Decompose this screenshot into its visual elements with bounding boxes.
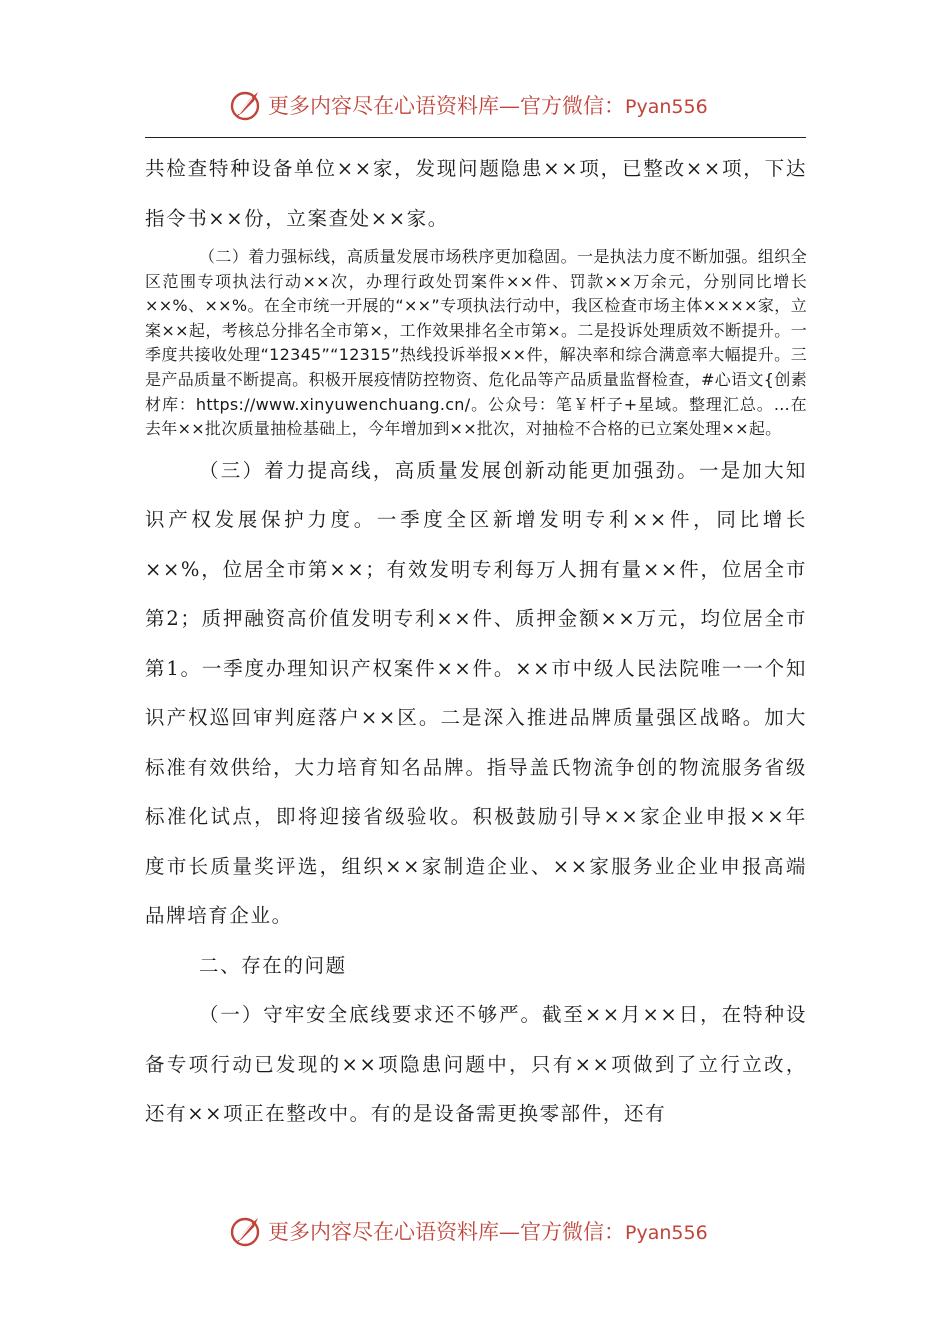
document-body xyxy=(145,144,807,1139)
heading-existing-problems: 二、存在的问题 xyxy=(199,953,347,977)
header-banner-cn: 更多内容尽在心语资料库—官方微信： xyxy=(268,94,625,118)
header-banner xyxy=(228,83,708,127)
footer-banner-id: Pyan556 xyxy=(625,1222,708,1244)
paragraph-continuation: 共检查特种设备单位××家，发现问题隐患××项，已整改××项，下达指令书××份，立案查处××家。 xyxy=(145,157,807,230)
quill-logo-icon xyxy=(228,87,264,123)
quill-logo-icon xyxy=(228,1213,264,1249)
paragraph-section-three: （三）着力提高线，高质量发展创新动能更加强劲。一是加大知识产权发展保护力度。一季度全区新增发明专利××件，同比增长××%，位居全市第××；有效发明专利每万人拥有量××件，位居全市第2；质押融资高价值发明专利××件、质押金额××万元，均位居全市第1。一季度办理知识产权案件××件。××市中级人民法院唯一一个知识产权巡回审判庭落户××区。二是深入推进品牌质量强区战略。加大标准有效供给，大力培育知名品牌。指导盖氏物流争创的物流服务省级标准化试点，即将迎接省级验收。积极鼓励引导××家企业申报××年度市长质量奖评选，组织××家制造企业、××家服务业企业申报高端品牌培育企业。 xyxy=(145,458,807,928)
footer-banner xyxy=(228,1209,708,1253)
paragraph-section-two: （二）着力强标线，高质量发展市场秩序更加稳固。一是执法力度不断加强。组织全区范围专项执法行动××次，办理行政处罚案件××件、罚款××万余元，分别同比增长××%、××%。在全市统一开展的“××”专项执法行动中，我区检查市场主体××××家，立案××起，考核总分排名全市第×，工作效果排名全市第×。二是投诉处理质效不断提升。一季度共接收处理“12345”“12315”热线投诉举报××件，解决率和综合满意率大幅提升。三是产品质量不断提高。积极开展疫情防控物资、危化品等产品质量监督检查，#心语文{创素材库：https://www.xinyuwenchuang.cn/。公众号：笔￥杆子+星域。整理汇总。…在去年××批次质量抽检基础上，今年增加到××批次，对抽检不合格的已立案处理××起。 xyxy=(145,247,807,439)
header-banner-text xyxy=(268,90,708,120)
paragraph-problem-one: （一）守牢安全底线要求还不够严。截至××月××日，在特种设备专项行动已发现的××项隐患问题中，只有××项做到了立行立改，还有××项正在整改中。有的是设备需更换零部件，还有 xyxy=(145,1003,807,1126)
header-banner-id: Pyan556 xyxy=(625,96,708,118)
footer-banner-text xyxy=(268,1216,708,1246)
header-divider xyxy=(145,137,806,138)
footer-banner-cn: 更多内容尽在心语资料库—官方微信： xyxy=(268,1220,625,1244)
